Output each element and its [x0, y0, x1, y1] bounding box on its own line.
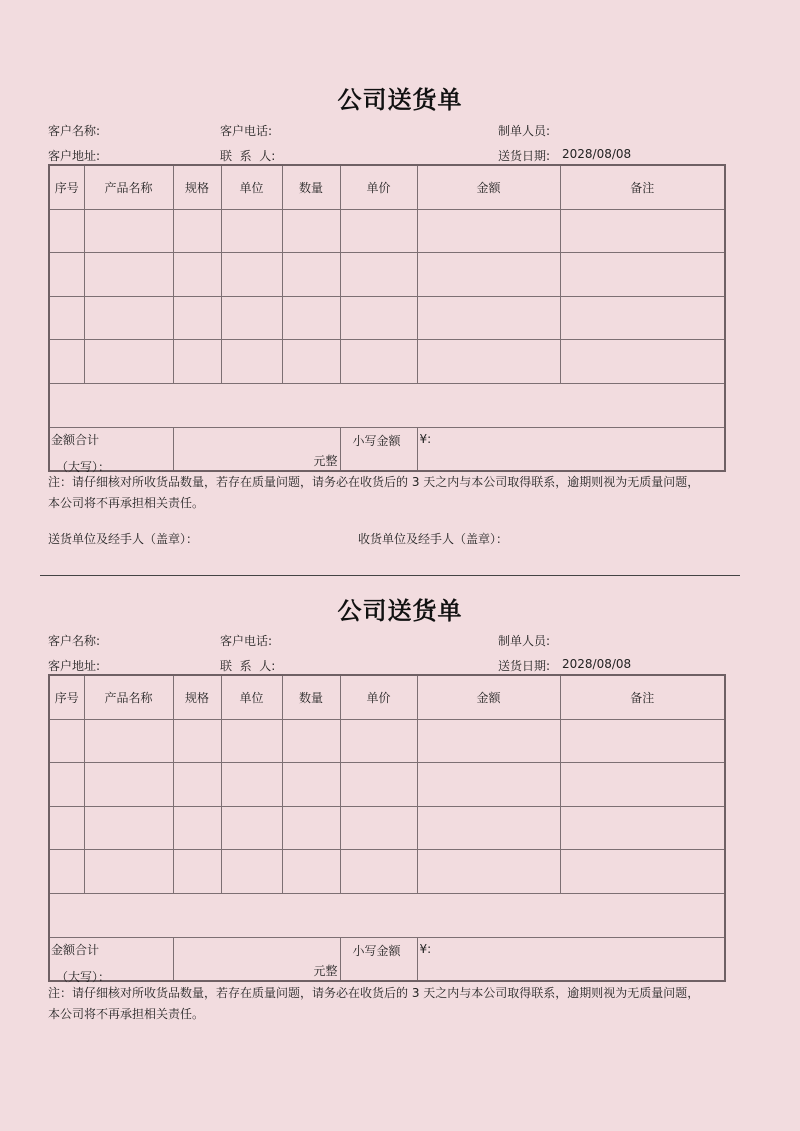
delivery-date-value: 2028/08/08	[562, 147, 632, 161]
table-row	[49, 762, 725, 806]
table-cell[interactable]	[221, 209, 282, 252]
table-cell[interactable]	[417, 762, 560, 806]
table-row	[49, 719, 725, 762]
table-cell[interactable]	[340, 849, 417, 893]
customer-address-label: 客户地址:	[48, 659, 101, 673]
table-row	[49, 296, 725, 339]
table-cell[interactable]	[417, 806, 560, 849]
table-row	[49, 806, 725, 849]
table-row	[49, 849, 725, 893]
table-cell[interactable]	[340, 762, 417, 806]
table-blank-row	[49, 893, 725, 937]
table-cell[interactable]	[84, 762, 173, 806]
table-cell[interactable]	[49, 806, 84, 849]
table-cell[interactable]	[221, 296, 282, 339]
table-cell[interactable]	[417, 719, 560, 762]
table-row	[49, 252, 725, 296]
yuan-label: 元整	[313, 453, 338, 468]
receiver-sign-label: 收货单位及经手人（盖章）：	[358, 532, 509, 546]
table-cell[interactable]	[560, 806, 725, 849]
total-label-cell	[49, 937, 173, 984]
customer-name-label: 客户名称:	[48, 634, 101, 648]
total-uppercase-cell[interactable]	[173, 427, 340, 471]
table-cell[interactable]	[282, 849, 340, 893]
note-line-1: 注：请仔细核对所收货品数量，若存在质量问题，请务必在收货后的 3 天之内与本公司取得联系，逾期则视为无质量问题，	[48, 986, 700, 1000]
table-cell[interactable]	[49, 339, 84, 383]
total-label-line1: 金额合计	[51, 432, 100, 447]
table-cell[interactable]	[49, 893, 725, 937]
col-header: 单价	[340, 165, 417, 209]
col-header: 规格	[173, 675, 221, 719]
table-row	[49, 339, 725, 383]
table-cell[interactable]	[84, 296, 173, 339]
col-header: 数量	[282, 675, 340, 719]
table-cell[interactable]	[49, 209, 84, 252]
table-cell[interactable]	[560, 849, 725, 893]
table-cell[interactable]	[49, 719, 84, 762]
small-amount-value-cell[interactable]	[417, 427, 725, 471]
small-amount-label-cell	[340, 427, 417, 471]
table-cell[interactable]	[417, 339, 560, 383]
small-amount-value-cell[interactable]	[417, 937, 725, 981]
table-header-row	[49, 165, 725, 209]
note-line-2: 本公司将不再承担相关责任。	[48, 1007, 205, 1021]
total-label-line1: 金额合计	[51, 942, 100, 957]
delivery-date-label: 送货日期:	[498, 149, 551, 163]
delivery-date-label: 送货日期:	[498, 659, 551, 673]
table-cell[interactable]	[173, 339, 221, 383]
note-line-1: 注：请仔细核对所收货品数量，若存在质量问题，请务必在收货后的 3 天之内与本公司取得联系，逾期则视为无质量问题，	[48, 475, 700, 489]
cut-divider	[40, 575, 740, 576]
total-label-line2: （大写）：	[56, 459, 111, 474]
table-cell[interactable]	[340, 296, 417, 339]
table-cell[interactable]	[84, 849, 173, 893]
customer-name-label: 客户名称:	[48, 124, 101, 138]
contact-label: 联 系 人:	[220, 659, 276, 673]
col-header: 规格	[173, 165, 221, 209]
table-cell[interactable]	[84, 252, 173, 296]
table-cell[interactable]	[282, 209, 340, 252]
col-header: 单价	[340, 675, 417, 719]
table-cell[interactable]	[282, 252, 340, 296]
table-cell[interactable]	[282, 762, 340, 806]
table-cell[interactable]	[221, 339, 282, 383]
table-row	[49, 209, 725, 252]
table-cell[interactable]	[417, 296, 560, 339]
table-cell[interactable]	[560, 296, 725, 339]
items-table	[48, 164, 726, 472]
maker-label: 制单人员:	[498, 124, 551, 138]
table-cell[interactable]	[173, 719, 221, 762]
table-cell[interactable]	[340, 339, 417, 383]
table-cell[interactable]	[340, 719, 417, 762]
note-line-2: 本公司将不再承担相关责任。	[48, 496, 205, 510]
table-cell[interactable]	[84, 806, 173, 849]
table-cell[interactable]	[282, 296, 340, 339]
customer-phone-label: 客户电话:	[220, 124, 273, 138]
table-cell[interactable]	[221, 849, 282, 893]
table-cell[interactable]	[84, 339, 173, 383]
col-header: 产品名称	[84, 675, 173, 719]
total-label-line2: （大写）：	[56, 969, 111, 984]
col-header: 金额	[417, 165, 560, 209]
table-cell[interactable]	[173, 806, 221, 849]
table-cell[interactable]	[560, 719, 725, 762]
table-cell[interactable]	[173, 209, 221, 252]
table-cell[interactable]	[221, 762, 282, 806]
yen-label: ¥:	[419, 941, 432, 956]
table-cell[interactable]	[560, 339, 725, 383]
table-cell[interactable]	[417, 849, 560, 893]
delivery-date-value: 2028/08/08	[562, 657, 632, 671]
table-cell[interactable]	[282, 339, 340, 383]
total-label-cell	[49, 427, 173, 474]
col-header: 金额	[417, 675, 560, 719]
col-header: 数量	[282, 165, 340, 209]
total-row	[49, 427, 725, 471]
table-cell[interactable]	[340, 209, 417, 252]
note	[48, 983, 748, 1025]
table-cell[interactable]	[49, 762, 84, 806]
col-header: 序号	[49, 165, 84, 209]
table-cell[interactable]	[49, 296, 84, 339]
total-row	[49, 937, 725, 981]
table-cell[interactable]	[84, 209, 173, 252]
table-cell[interactable]	[49, 849, 84, 893]
table-cell[interactable]	[417, 252, 560, 296]
table-cell[interactable]	[560, 762, 725, 806]
table-cell[interactable]	[173, 252, 221, 296]
table-cell[interactable]	[84, 719, 173, 762]
table-cell[interactable]	[173, 762, 221, 806]
table-cell[interactable]	[417, 209, 560, 252]
customer-phone-label: 客户电话:	[220, 634, 273, 648]
items-table	[48, 674, 726, 982]
form-title: 公司送货单	[337, 86, 463, 114]
contact-label: 联 系 人:	[220, 149, 276, 163]
col-header: 产品名称	[84, 165, 173, 209]
table-cell[interactable]	[49, 252, 84, 296]
yen-label: ¥:	[419, 431, 432, 446]
table-cell[interactable]	[282, 719, 340, 762]
table-header-row	[49, 675, 725, 719]
small-amount-label: 小写金额	[352, 433, 401, 448]
col-header: 单位	[221, 675, 282, 719]
note	[48, 472, 748, 514]
table-cell[interactable]	[49, 383, 725, 427]
sender-sign-label: 送货单位及经手人（盖章）：	[48, 532, 199, 546]
col-header: 备注	[560, 675, 725, 719]
table-cell[interactable]	[221, 252, 282, 296]
small-amount-label: 小写金额	[352, 943, 401, 958]
yuan-label: 元整	[313, 963, 338, 978]
table-cell[interactable]	[221, 719, 282, 762]
table-cell[interactable]	[340, 806, 417, 849]
form-title: 公司送货单	[337, 597, 463, 625]
table-cell[interactable]	[340, 252, 417, 296]
maker-label: 制单人员:	[498, 634, 551, 648]
table-cell[interactable]	[221, 806, 282, 849]
table-cell[interactable]	[282, 806, 340, 849]
small-amount-label-cell	[340, 937, 417, 981]
total-uppercase-cell[interactable]	[173, 937, 340, 981]
table-cell[interactable]	[173, 296, 221, 339]
col-header: 单位	[221, 165, 282, 209]
col-header: 备注	[560, 165, 725, 209]
table-cell[interactable]	[560, 252, 725, 296]
customer-address-label: 客户地址:	[48, 149, 101, 163]
table-blank-row	[49, 383, 725, 427]
col-header: 序号	[49, 675, 84, 719]
table-cell[interactable]	[560, 209, 725, 252]
table-cell[interactable]	[173, 849, 221, 893]
